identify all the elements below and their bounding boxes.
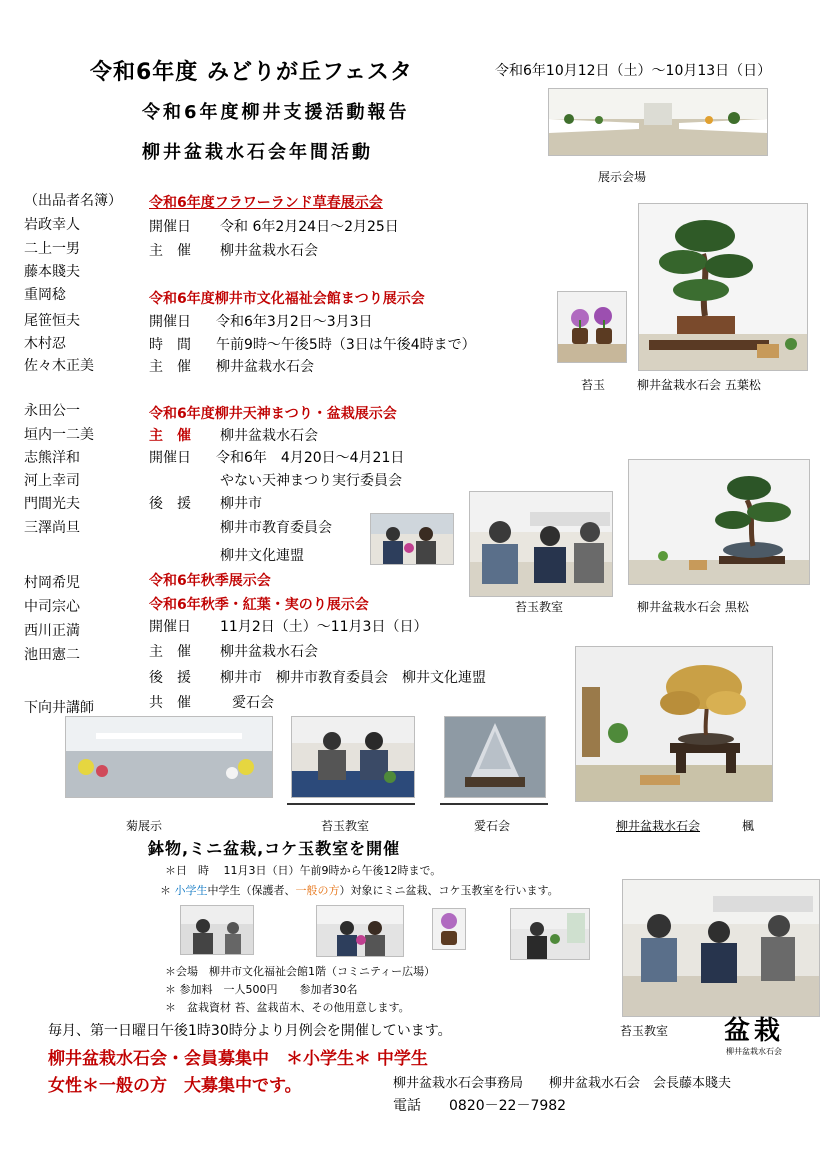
event3-host-label: 主 催	[149, 428, 191, 444]
star-mark: ＊	[160, 884, 171, 897]
event2-host: 柳井盆栽水石会	[216, 359, 314, 375]
event3-date: 令和6年 4月20日～4月21日	[216, 450, 405, 466]
exhibitor-name: 下向井講師	[24, 700, 94, 716]
target-junior: 中学生（保護者、	[207, 884, 296, 897]
workshop-photo-3	[432, 908, 466, 950]
workshop-heading: 鉢物,ミニ盆栽,コケ玉教室を開催	[148, 839, 401, 858]
exhibitor-name: 河上幸司	[24, 473, 80, 489]
event4-date-label: 開催日	[149, 619, 191, 635]
kokedama-caption: 苔玉	[581, 378, 606, 392]
event2-time: 午前9時～午後5時（3日は午後4時まで）	[216, 337, 476, 353]
exhibitor-name: 村岡希児	[24, 575, 80, 591]
workshop-target	[160, 882, 559, 898]
divider-line	[287, 803, 415, 805]
kokedama-photo	[557, 291, 627, 363]
workshop-fee: ＊ 参加料 一人500円 参加者30名	[165, 983, 358, 996]
target-general: 一般の方	[295, 884, 340, 897]
exhibitor-name: 重岡稔	[24, 287, 66, 303]
venue-photo	[548, 88, 768, 156]
exhibitor-name: 永田公一	[24, 403, 80, 419]
kokedama-class-caption-2: 苔玉教室	[321, 819, 370, 833]
divider-line	[440, 803, 548, 805]
exhibitor-name: 中司宗心	[24, 599, 80, 615]
workshop-photo-1	[180, 905, 254, 955]
event3-support3: 柳井文化連盟	[220, 548, 304, 564]
event4-date: 11月2日（土）～11月3日（日）	[220, 619, 428, 635]
exhibitor-name: 三澤尚旦	[24, 520, 80, 536]
event3-date-label: 開催日	[149, 450, 191, 466]
exhibitor-name: 佐々木正美	[24, 358, 94, 374]
kaede-caption-b: 楓	[742, 819, 755, 833]
recruit-line-1: 柳井盆栽水石会・会員募集中 ＊小学生＊ 中学生	[48, 1049, 428, 1069]
event1-host: 柳井盆栽水石会	[220, 243, 318, 259]
event3-support2: 柳井市教育委員会	[220, 520, 332, 536]
event4-co-label: 共 催	[149, 695, 191, 711]
event3-host: 柳井盆栽水石会	[220, 428, 318, 444]
exhibitor-name: 垣内一二美	[24, 427, 94, 443]
page-title: 令和6年度 みどりが丘フェスタ	[90, 60, 413, 85]
goyomatsu-caption: 柳井盆栽水石会 五葉松	[637, 378, 761, 392]
exhibitor-name: 志熊洋和	[24, 450, 80, 466]
kuromatsu-photo	[628, 459, 810, 585]
event2-time-label: 時 間	[149, 337, 191, 353]
exhibitor-name: 池田憲二	[24, 647, 80, 663]
goyomatsu-photo	[638, 203, 808, 371]
workshop-venue: ＊会場 柳井市文化福祉会館1階（コミニティー広場）	[165, 965, 436, 978]
event4-co: 愛石会	[232, 695, 274, 711]
recruit-line-2: 女性＊一般の方 大募集中です。	[48, 1076, 302, 1096]
workshop-small-photo	[370, 513, 454, 565]
exhibitor-name: 岩政幸人	[24, 217, 80, 233]
kokedama-class-photo-2	[291, 716, 415, 798]
subtitle-report: 令和6年度柳井支援活動報告	[142, 102, 410, 123]
aiseki-photo	[444, 716, 546, 798]
kokedama-class-photo-3	[622, 879, 820, 1017]
event1-title: 令和6年度フラワーランド草春展示会	[149, 195, 383, 211]
event4-title1: 令和6年秋季展示会	[149, 573, 271, 589]
kiku-caption: 菊展示	[126, 819, 163, 833]
club-logo	[716, 1016, 792, 1057]
exhibitor-name: 二上一男	[24, 241, 80, 257]
office-info: 柳井盆栽水石会事務局 柳井盆栽水石会 会長藤本賤夫	[393, 1076, 732, 1091]
event3-support1: 柳井市	[220, 496, 262, 512]
event1-host-label: 主 催	[149, 243, 191, 259]
event3-host2: やない天神まつり実行委員会	[220, 473, 402, 489]
event2-host-label: 主 催	[149, 359, 191, 375]
event2-date-label: 開催日	[149, 314, 191, 330]
event4-host-label: 主 催	[149, 644, 191, 660]
kiku-photo	[65, 716, 273, 798]
kuromatsu-caption: 柳井盆栽水石会 黒松	[637, 600, 749, 614]
target-elementary: 小学生	[174, 884, 208, 897]
monthly-meeting: 毎月、第一日曜日午後1時30時分より月例会を開催しています。	[48, 1023, 452, 1039]
event3-title: 令和6年度柳井天神まつり・盆栽展示会	[149, 406, 397, 422]
venue-caption: 展示会場	[598, 170, 647, 184]
exhibitor-name: 門間光夫	[24, 496, 80, 512]
event4-support-label: 後 援	[149, 670, 191, 686]
exhibitor-name: 藤本賤夫	[24, 264, 80, 280]
kokedama-class-caption-3: 苔玉教室	[620, 1024, 669, 1038]
target-desc: ）対象にミニ盆栽、コケ玉教室を行います。	[339, 884, 559, 897]
event1-date: 令和 6年2月24日～2月25日	[220, 219, 399, 235]
event2-title: 令和6年度柳井市文化福祉会館まつり展示会	[149, 291, 425, 307]
workshop-photo-4	[510, 908, 590, 960]
logo-mark: 盆栽	[723, 1016, 784, 1046]
phone-number: 電話 0820－22－7982	[393, 1098, 567, 1114]
aiseki-caption: 愛石会	[474, 819, 511, 833]
kaede-photo	[575, 646, 773, 802]
exhibitor-name: 西川正満	[24, 623, 80, 639]
logo-caption: 柳井盆栽水石会	[726, 1047, 782, 1056]
exhibitor-name: 尾笹恒夫	[24, 313, 80, 329]
kokedama-class-caption-1: 苔玉教室	[515, 600, 564, 614]
event2-date: 令和6年3月2日～3月3日	[216, 314, 373, 330]
exhibitors-heading: （出品者名簿）	[24, 193, 122, 209]
subtitle-activity: 柳井盆栽水石会年間活動	[142, 142, 373, 163]
event4-title2: 令和6年秋季・紅葉・実のり展示会	[149, 597, 369, 613]
kaede-caption: 柳井盆栽水石会	[616, 819, 701, 833]
kokedama-class-photo	[469, 491, 613, 597]
event1-date-label: 開催日	[149, 219, 191, 235]
workshop-materials: ＊ 盆栽資材 苔、盆栽苗木、その他用意します。	[165, 1001, 410, 1014]
event4-host: 柳井盆栽水石会	[220, 644, 318, 660]
festa-date: 令和6年10月12日（土）～10月13日（日）	[495, 63, 772, 79]
workshop-datetime: ＊日 時 11月3日（日）午前9時から午後12時まで。	[165, 864, 442, 877]
event3-support-label: 後 援	[149, 496, 191, 512]
exhibitor-name: 木村忍	[24, 336, 66, 352]
event4-support: 柳井市 柳井市教育委員会 柳井文化連盟	[220, 670, 486, 686]
workshop-photo-2	[316, 905, 404, 957]
